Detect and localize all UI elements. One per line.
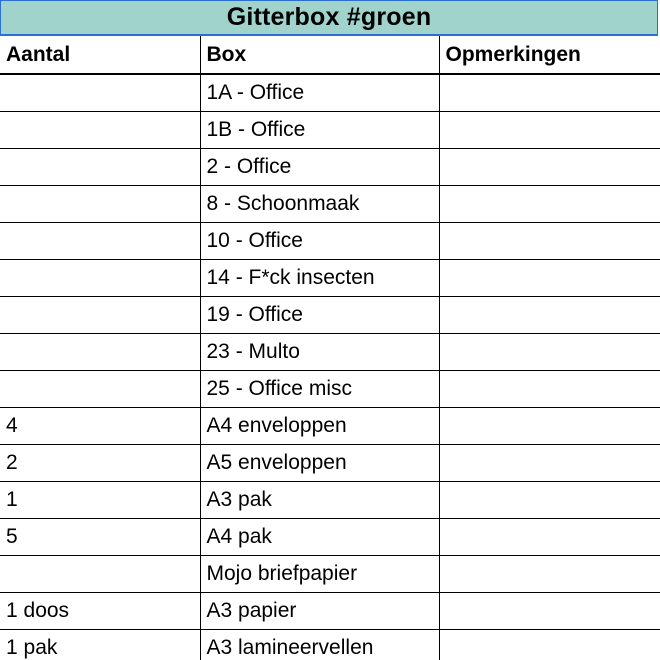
table-row — [0, 407, 660, 444]
table-row — [0, 555, 660, 592]
cell-opmerkingen[interactable] — [439, 407, 660, 444]
cell-aantal[interactable]: 5 — [0, 518, 200, 555]
table-row — [0, 629, 660, 660]
column-header-opmerkingen[interactable]: Opmerkingen — [439, 36, 660, 74]
cell-box[interactable]: A4 enveloppen — [200, 407, 439, 444]
cell-box[interactable]: A5 enveloppen — [200, 444, 439, 481]
table-row — [0, 148, 660, 185]
column-header-aantal[interactable]: Aantal — [0, 36, 200, 74]
cell-aantal[interactable] — [0, 370, 200, 407]
cell-box[interactable]: 23 - Multo — [200, 333, 439, 370]
cell-aantal[interactable]: 1 pak — [0, 629, 200, 660]
cell-aantal[interactable] — [0, 111, 200, 148]
table-row — [0, 111, 660, 148]
cell-opmerkingen[interactable] — [439, 296, 660, 333]
table-row — [0, 481, 660, 518]
table-row — [0, 444, 660, 481]
cell-opmerkingen[interactable] — [439, 444, 660, 481]
table-row — [0, 185, 660, 222]
cell-aantal[interactable]: 1 — [0, 481, 200, 518]
cell-opmerkingen[interactable] — [439, 148, 660, 185]
cell-opmerkingen[interactable] — [439, 518, 660, 555]
cell-aantal[interactable] — [0, 222, 200, 259]
cell-box[interactable]: A4 pak — [200, 518, 439, 555]
cell-box[interactable]: A3 lamineervellen — [200, 629, 439, 660]
cell-opmerkingen[interactable] — [439, 185, 660, 222]
header-row — [0, 36, 660, 74]
cell-opmerkingen[interactable] — [439, 222, 660, 259]
cell-box[interactable]: A3 papier — [200, 592, 439, 629]
table-row — [0, 333, 660, 370]
cell-box[interactable]: 19 - Office — [200, 296, 439, 333]
table-row — [0, 222, 660, 259]
cell-opmerkingen[interactable] — [439, 629, 660, 660]
table-row — [0, 592, 660, 629]
cell-aantal[interactable] — [0, 74, 200, 111]
cell-box[interactable]: 10 - Office — [200, 222, 439, 259]
table-row — [0, 259, 660, 296]
cell-box[interactable]: 14 - F*ck insecten — [200, 259, 439, 296]
cell-opmerkingen[interactable] — [439, 259, 660, 296]
table-row — [0, 74, 660, 111]
cell-opmerkingen[interactable] — [439, 74, 660, 111]
cell-box[interactable]: 25 - Office misc — [200, 370, 439, 407]
cell-aantal[interactable] — [0, 296, 200, 333]
cell-aantal[interactable]: 1 doos — [0, 592, 200, 629]
cell-box[interactable]: 2 - Office — [200, 148, 439, 185]
table-row — [0, 518, 660, 555]
cell-box[interactable]: A3 pak — [200, 481, 439, 518]
cell-box[interactable]: Mojo briefpapier — [200, 555, 439, 592]
cell-aantal[interactable]: 2 — [0, 444, 200, 481]
cell-opmerkingen[interactable] — [439, 111, 660, 148]
cell-aantal[interactable] — [0, 185, 200, 222]
cell-box[interactable]: 1A - Office — [200, 74, 439, 111]
cell-box[interactable]: 8 - Schoonmaak — [200, 185, 439, 222]
cell-aantal[interactable] — [0, 333, 200, 370]
column-header-box[interactable]: Box — [200, 36, 439, 74]
cell-opmerkingen[interactable] — [439, 481, 660, 518]
data-table — [0, 36, 660, 660]
cell-box[interactable]: 1B - Office — [200, 111, 439, 148]
cell-opmerkingen[interactable] — [439, 333, 660, 370]
cell-aantal[interactable] — [0, 259, 200, 296]
cell-aantal[interactable] — [0, 555, 200, 592]
table-row — [0, 370, 660, 407]
sheet-title[interactable]: Gitterbox #groen — [0, 0, 658, 36]
cell-opmerkingen[interactable] — [439, 592, 660, 629]
table-row — [0, 296, 660, 333]
cell-opmerkingen[interactable] — [439, 370, 660, 407]
cell-aantal[interactable]: 4 — [0, 407, 200, 444]
cell-opmerkingen[interactable] — [439, 555, 660, 592]
cell-aantal[interactable] — [0, 148, 200, 185]
